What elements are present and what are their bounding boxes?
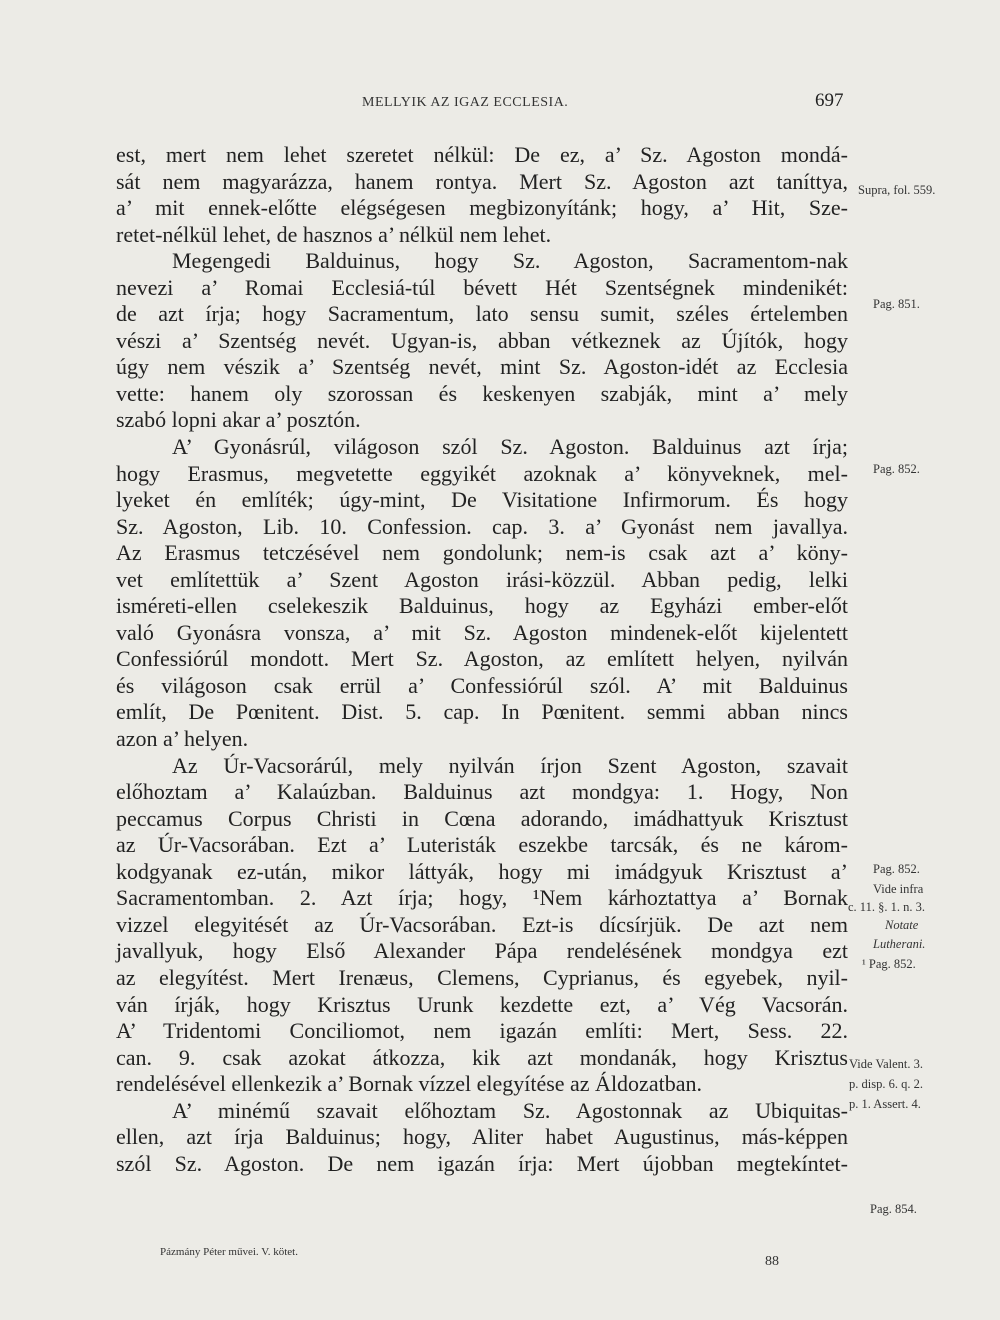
text-line: can. 9. csak azokat átkozza, kik azt mondanák, hogy Krisztus	[116, 1044, 848, 1070]
body-text	[116, 142, 848, 1177]
text-line: az Úr-Vacsorában. Ezt a’ Luteristák eszekbe tarcsák, és ne károm-	[116, 832, 848, 858]
text-line: A’ Gyonásrúl, világoson szól Sz. Agoston. Balduinus azt írja;	[172, 434, 848, 460]
text-line: úgy nem vészik a’ Szentség nevét, mint Sz. Agoston-idét az Ecclesia	[116, 354, 848, 380]
text-line: peccamus Corpus Christi in Cœna adorando, imádhattyuk Krisztust	[116, 805, 848, 831]
text-line: vizzel elegyitését az Úr-Vacsorában. Ezt-is dícsírjük. De azt nem	[116, 911, 848, 937]
text-line: szól Sz. Agoston. De nem igazán írja: Mert újobban megtekíntet-	[116, 1150, 848, 1176]
text-line: kodgyanak ez-után, mikor láttyák, hogy mi imádgyuk Krisztust a’	[116, 858, 848, 884]
margin-note: ¹ Pag. 852.	[862, 957, 916, 971]
text-line: ván írják, hogy Krisztus Urunk kezdette ezt, a’ Vég Vacsorán.	[116, 991, 848, 1017]
margin-note: Pag. 852.	[873, 862, 920, 876]
margin-note: Vide Valent. 3.	[849, 1057, 924, 1071]
text-line: vészi a’ Szentség nevét. Ugyan-is, abban vétkeznek az Újítók, hogy	[116, 327, 848, 353]
text-line: A’ Tridentomi Conciliomot, nem igazán említi: Mert, Sess. 22.	[116, 1018, 848, 1044]
text-line: Az Úr-Vacsorárúl, mely nyilván írjon Szent Agoston, szavait	[172, 752, 848, 778]
text-line: A’ minémű szavait előhoztam Sz. Agostonnak az Ubiquitas-	[172, 1097, 848, 1123]
margin-note: p. 1. Assert. 4.	[849, 1097, 921, 1111]
sheet-signature-number: 88	[765, 1254, 779, 1269]
text-line: említ, De Pœnitent. Dist. 5. cap. In Pœnitent. semmi abban nincs	[116, 699, 848, 725]
margin-note: Lutherani.	[873, 937, 926, 951]
text-line: Sz. Agoston, Lib. 10. Confession. cap. 3. a’ Gyonást nem javallya.	[116, 513, 848, 539]
margin-note: Pag. 854.	[870, 1202, 917, 1216]
text-line: rendelésével ellenkezik a’ Bornak vízzel elegyítése az Áldozatban.	[116, 1071, 702, 1097]
footer-publication-note: Pázmány Péter művei. V. kötet.	[160, 1246, 298, 1258]
text-line: Az Erasmus tetczésével nem gondolunk; nem-is csak azt a’ köny-	[116, 540, 848, 566]
text-line: de azt írja; hogy Sacramentum, lato sensu sumit, széles értelemben	[116, 301, 848, 327]
text-line: az elegyítést. Mert Irenæus, Clemens, Cyprianus, és egyebek, nyil-	[116, 964, 848, 990]
text-line: ellen, azt írja Balduinus; hogy, Aliter habet Augustinus, más-képpen	[116, 1124, 848, 1150]
text-line: est, mert nem lehet szeretet nélkül: De ez, a’ Sz. Agoston mondá-	[116, 142, 848, 167]
margin-note: Pag. 852.	[873, 462, 920, 476]
margin-note: p. disp. 6. q. 2.	[849, 1077, 923, 1091]
text-line: lyeket én említék; úgy-mint, De Visitatione Infirmorum. És hogy	[116, 487, 848, 513]
text-line: vette: hanem oly szorossan és keskenyen szabják, mint a’ mely	[116, 380, 848, 406]
text-line: való Gyonásra vonsza, a’ mit Sz. Agoston mindenek-előt kijelentett	[116, 619, 848, 645]
margin-note: Pag. 851.	[873, 297, 920, 311]
text-line: Sacramentomban. 2. Azt írja; hogy, ¹Nem kárhoztattya a’ Bornak	[116, 885, 848, 911]
text-line: javallyuk, hogy Első Alexander Pápa rendelésének mondgya ezt	[116, 938, 848, 964]
margin-note: Supra, fol. 559.	[858, 183, 936, 197]
text-line: hogy Erasmus, megvetette eggyikét azoknak a’ könyveknek, mel-	[116, 460, 848, 486]
text-line: vet említettük a’ Szent Agoston irási-közzül. Abban pedig, lelki	[116, 566, 848, 592]
margin-note: Vide infra	[873, 882, 924, 896]
text-line: isméreti-ellen cselekeszik Balduinus, hogy az Egyházi ember-előt	[116, 593, 848, 619]
text-line: Megengedi Balduinus, hogy Sz. Agoston, Sacramentom-nak	[172, 248, 848, 274]
text-line: előhoztam a’ Kalaúzban. Balduinus azt mondgya: 1. Hogy, Non	[116, 779, 848, 805]
text-line: és világoson csak errül a’ Confessiórúl szól. A’ mit Balduinus	[116, 672, 848, 698]
text-line: szabó lopni akar a’ posztón.	[116, 407, 361, 433]
text-line: a’ mit ennek-előtte elégségesen megbizonyítánk; hogy, a’ Hit, Sze-	[116, 195, 848, 221]
text-line: Confessiórúl mondott. Mert Sz. Agoston, az említett helyen, nyilván	[116, 646, 848, 672]
margin-note: c. 11. §. 1. n. 3.	[848, 900, 925, 914]
text-line: retet-nélkül lehet, de hasznos a’ nélkül nem lehet.	[116, 221, 552, 247]
margin-note: Notate	[885, 918, 919, 932]
text-line: sát nem magyarázza, hanem rontya. Mert Sz. Agoston azt taníttya,	[116, 168, 848, 194]
page-number: 697	[815, 90, 844, 111]
text-line: azon a’ helyen.	[116, 726, 249, 752]
text-line: nevezi a’ Romai Ecclesiá-túl bévett Hét Szentségnek mindenikét:	[116, 274, 848, 300]
running-title: MELLYIK AZ IGAZ ECCLESIA.	[362, 95, 569, 110]
